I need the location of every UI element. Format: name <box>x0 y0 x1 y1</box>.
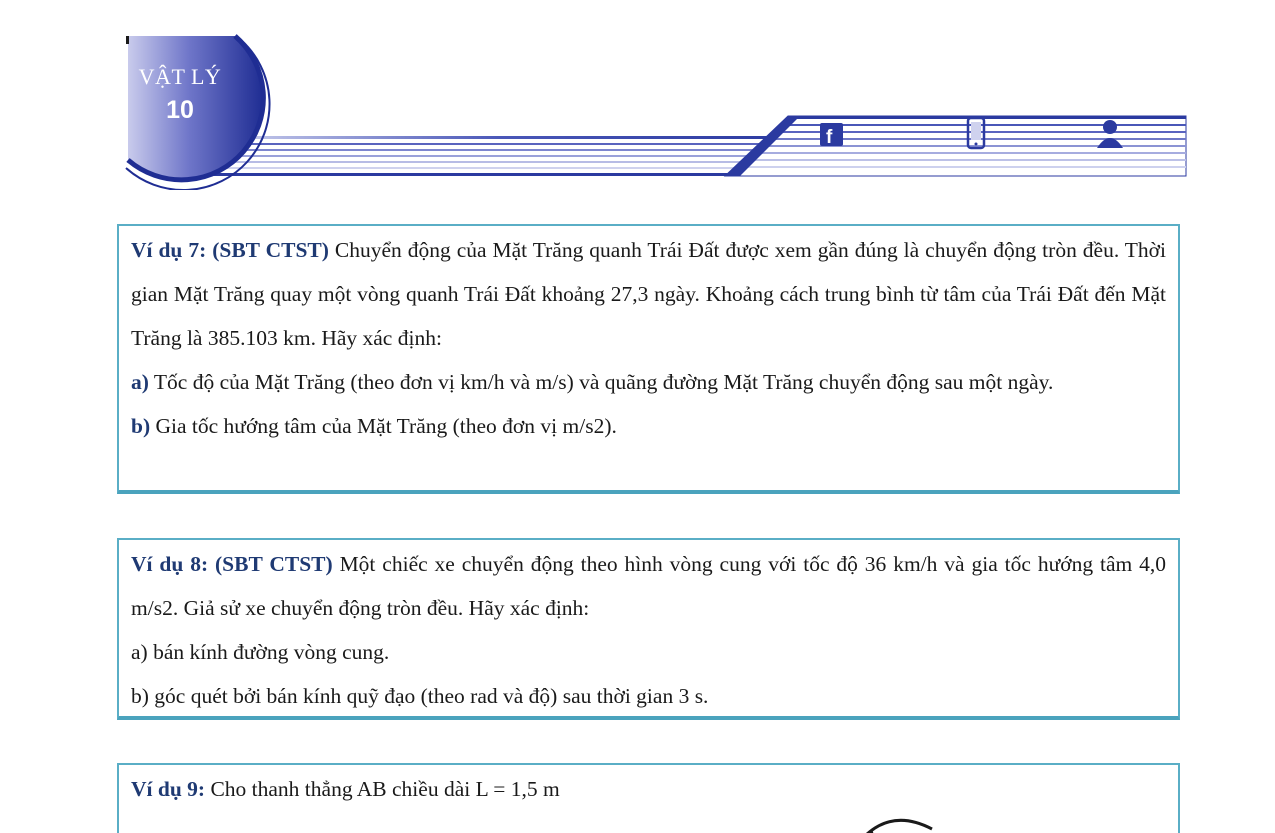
example-9-box <box>117 763 1180 833</box>
example-7-label: Ví dụ 7: (SBT CTST) <box>131 238 329 262</box>
example-8-text: Một chiếc xe chuyển động theo hình vòng cung với tốc độ 36 km/h và gia tốc hướng tâm 4,0 m/s2. Giả sử xe chuyển động tròn đều. Hãy xác định: <box>131 552 1167 620</box>
badge-subject-label: VẬT LÝ <box>138 64 222 89</box>
example-7-part-b-label: b) <box>131 414 151 438</box>
example-7-part-a-label: a) <box>131 370 149 394</box>
example-9-label: Ví dụ 9: <box>131 777 206 801</box>
example-7-text: Chuyển động của Mặt Trăng quanh Trái Đất được xem gần đúng là chuyển động tròn đều. Thời gian Mặt Trăng quay một vòng quanh Trái Đất khoảng 27,3 ngày. Khoảng cách trung bình từ tâm của Trái Đất đến Mặt Trăng là 385.103 km. Hãy xác định: <box>131 238 1167 350</box>
header-banner <box>0 0 1275 190</box>
badge-grade-label: 10 <box>166 96 194 124</box>
example-8-part-a: a) bán kính đường vòng cung. <box>131 640 390 664</box>
example-8-part-b: b) góc quét bởi bán kính quỹ đạo (theo rad và độ) sau thời gian 3 s. <box>131 684 709 708</box>
example-7-statement <box>131 228 1166 360</box>
facebook-icon[interactable] <box>820 123 843 148</box>
svg-text:f: f <box>826 127 833 148</box>
example-7-part-a-text: Tốc độ của Mặt Trăng (theo đơn vị km/h và m/s) và quãng đường Mặt Trăng chuyển động sau một ngày. <box>153 370 1054 394</box>
example-7-part-b <box>131 404 1166 448</box>
example-8-box <box>117 538 1180 720</box>
example-8-statement <box>131 542 1166 630</box>
example-8-label: Ví dụ 8: (SBT CTST) <box>131 552 333 576</box>
example-7-part-a <box>131 360 1166 404</box>
page-header <box>0 0 1275 190</box>
example-7-box <box>117 224 1180 494</box>
example-9-statement <box>131 767 1166 811</box>
rotation-arrow-figure <box>854 805 944 833</box>
example-9-text: Cho thanh thẳng AB chiều dài L = 1,5 m <box>210 777 560 801</box>
example-7-part-b-text: Gia tốc hướng tâm của Mặt Trăng (theo đơn vị m/s2). <box>155 414 617 438</box>
header-stripes <box>200 116 1186 176</box>
